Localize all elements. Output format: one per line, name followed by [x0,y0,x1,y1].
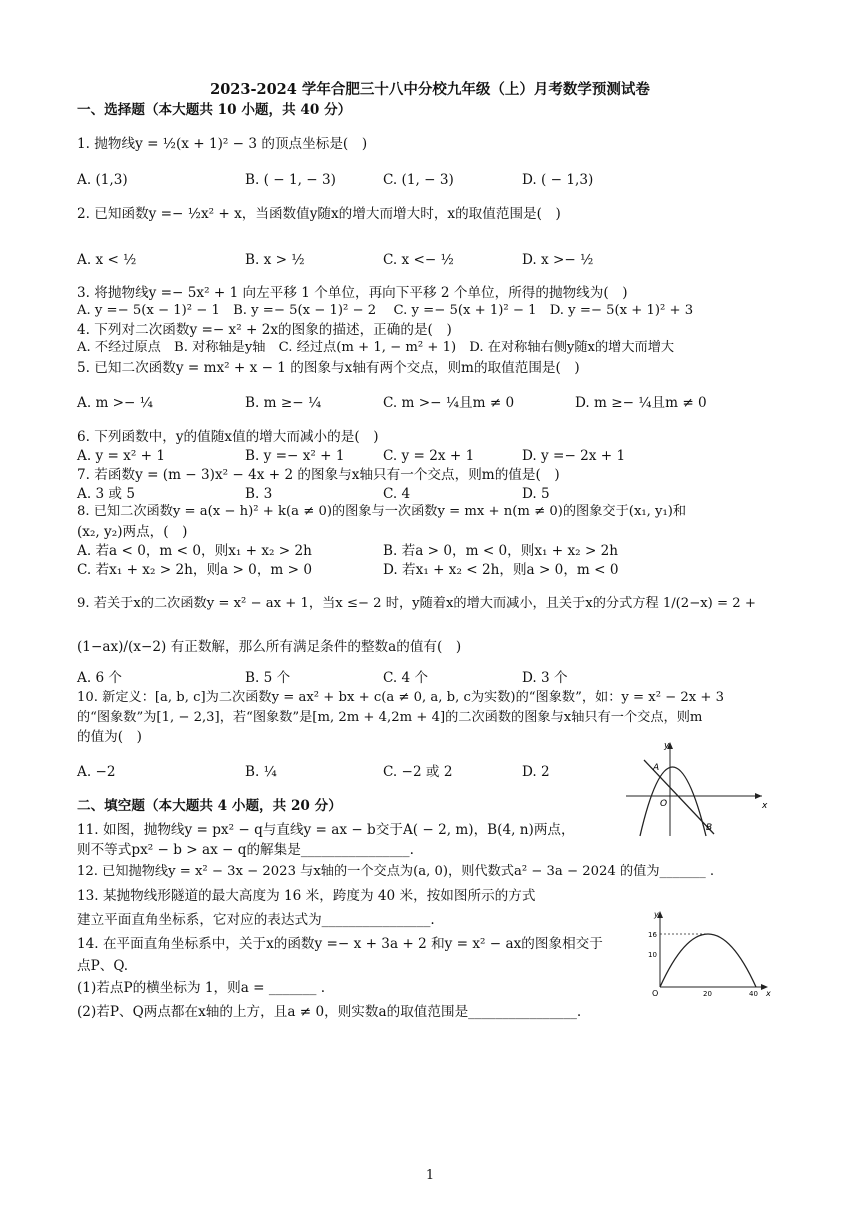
question-4: 4. 下列对二次函数y =− x² + 2x的图象的描述，正确的是( ) [77,322,452,338]
figure-tunnel-parabola [648,905,773,1000]
q8-option-d: D. 若x₁ + x₂ < 2h，则a > 0，m < 0 [383,562,619,578]
q7-option-d: D. 5 [522,486,550,502]
q1-option-d: D. ( − 1,3) [522,172,594,188]
q8-option-c: C. 若x₁ + x₂ > 2h，则a > 0，m > 0 [77,562,312,578]
q8-option-b: B. 若a > 0，m < 0，则x₁ + x₂ > 2h [383,543,619,559]
fig2-origin-label: O [652,989,659,998]
q1-option-b: B. ( − 1, − 3) [245,172,336,188]
q6-option-b: B. y =− x² + 1 [245,448,345,464]
question-5: 5. 已知二次函数y = mx² + x − 1 的图象与x轴有两个交点，则m的取值范围是( ) [77,360,580,376]
q2-option-a: A. x < ½ [77,252,137,268]
q6-option-a: A. y = x² + 1 [77,448,165,464]
question-1: 1. 抛物线y = ½(x + 1)² − 3 的顶点坐标是( ) [77,136,368,152]
q5-option-d: D. m ≥− ¼且m ≠ 0 [575,395,707,411]
q2-option-c: C. x <− ½ [383,252,454,268]
q6-option-d: D. y =− 2x + 1 [522,448,626,464]
question-14: 14. 在平面直角坐标系中，关于x的函数y =− x + 3a + 2 和y = x² − ax的图象相交于 [77,936,603,952]
question-9: 9. 若关于x的二次函数y = x² − ax + 1，当x ≤− 2 时，y随着x的增大而减小，且关于x的分式方程 1/(2−x) = 2 + [77,596,756,611]
question-11-cont: 则不等式px² − b > ax − q的解集是________________. [77,842,414,858]
q7-option-b: B. 3 [245,486,273,502]
fig1-x-label: x [762,801,768,811]
q10-option-b: B. ¼ [245,764,277,780]
fig1-y-label: y [664,741,670,751]
q9-option-d: D. 3 个 [522,670,568,686]
question-10: 10. 新定义：[a, b, c]为二次函数y = ax² + bx + c(a ≠ 0, a, b, c为实数)的“图象数”，如：y = x² − 2x + 3 [77,690,725,705]
fig2-y-label: y [654,910,659,919]
q7-option-c: C. 4 [383,486,411,502]
q1-option-c: C. (1, − 3) [383,172,454,188]
parabola-curve [640,767,706,836]
question-13-cont: 建立平面直角坐标系，它对应的表达式为________________. [77,912,435,928]
x-axis-arrow [755,793,762,799]
fig2-tick-20: 20 [703,990,712,998]
q5-option-b: B. m ≥− ¼ [245,395,322,411]
fig2-tick-16: 16 [648,931,657,939]
q2-option-d: D. x >− ½ [522,252,594,268]
question-10-cont2: 的值为( ) [77,729,142,745]
question-11: 11. 如图，抛物线y = px² − q与直线y = ax − b交于A( − 2, m)，B(4, n)两点， [77,822,575,838]
page-number: 1 [425,1168,435,1183]
q6-option-c: C. y = 2x + 1 [383,448,475,464]
section-heading-choice: 一、选择题（本大题共 10 小题，共 40 分） [77,102,352,118]
q10-option-a: A. −2 [77,764,116,780]
fig2-x-label: x [766,989,771,998]
fig2-tick-40: 40 [749,990,758,998]
q4-options: A. 不经过原点 B. 对称轴是y轴 C. 经过点(m + 1, − m² + 1) D. 在对称轴右侧y随x的增大而增大 [77,340,675,355]
fig1-point-b: B [706,823,713,833]
question-8: 8. 已知二次函数y = a(x − h)² + k(a ≠ 0)的图象与一次函数y = mx + n(m ≠ 0)的图象交于(x₁, y₁)和 [77,504,687,519]
q1-option-a: A. (1,3) [77,172,128,188]
q9-option-a: A. 6 个 [77,670,123,686]
q5-option-a: A. m >− ¼ [77,395,153,411]
figure-parabola-line [622,738,772,838]
section-heading-fill: 二、填空题（本大题共 4 小题，共 20 分） [77,798,342,814]
q3-options: A. y =− 5(x − 1)² − 1 B. y =− 5(x − 1)² − 2 C. y =− 5(x + 1)² − 1 D. y =− 5(x + 1)² + 3 [77,303,694,318]
fig1-point-a: A [653,763,660,773]
question-12: 12. 已知抛物线y = x² − 3x − 2023 与x轴的一个交点为(a, 0)，则代数式a² − 3a − 2024 的值为_______ . [77,864,715,879]
q5-option-c: C. m >− ¼且m ≠ 0 [383,395,515,411]
question-8-cont: (x₂, y₂)两点，( ) [77,524,188,540]
q9-option-c: C. 4 个 [383,670,429,686]
question-14-part1: (1)若点P的横坐标为 1，则a = _______ . [77,980,326,996]
q8-option-a: A. 若a < 0，m < 0，则x₁ + x₂ > 2h [77,543,312,559]
question-13: 13. 某抛物线形隧道的最大高度为 16 米，跨度为 40 米，按如图所示的方式 [77,888,536,904]
page-title: 2023-2024 学年合肥三十八中分校九年级（上）月考数学预测试卷 [210,81,650,98]
question-6: 6. 下列函数中，y的值随x值的增大而减小的是( ) [77,429,379,445]
fig2-tick-10: 10 [648,951,657,959]
q10-option-c: C. −2 或 2 [383,764,453,780]
fig1-origin-label: O [660,799,668,809]
question-7: 7. 若函数y = (m − 3)x² − 4x + 2 的图象与x轴只有一个交点，则m的值是( ) [77,467,560,483]
q9-option-b: B. 5 个 [245,670,291,686]
q2-option-b: B. x > ½ [245,252,305,268]
question-10-cont: 的“图象数”为[1, − 2,3]，若“图象数”是[m, 2m + 4,2m + 4]的二次函数的图象与x轴只有一个交点，则m [77,710,703,725]
question-9-cont: (1−ax)/(x−2) 有正数解，那么所有满足条件的整数a的值有( ) [77,639,462,655]
q7-option-a: A. 3 或 5 [77,486,135,502]
tunnel-curve [660,934,756,987]
q10-option-d: D. 2 [522,764,550,780]
question-3: 3. 将抛物线y =− 5x² + 1 向左平移 1 个单位，再向下平移 2 个单位，所得的抛物线为( ) [77,285,628,301]
question-2: 2. 已知函数y =− ½x² + x，当函数值y随x的增大而增大时，x的取值范围是( ) [77,206,561,222]
question-14-part2: (2)若P、Q两点都在x轴的上方，且a ≠ 0，则实数a的取值范围是________________. [77,1004,582,1020]
question-14-cont: 点P、Q. [77,958,129,974]
